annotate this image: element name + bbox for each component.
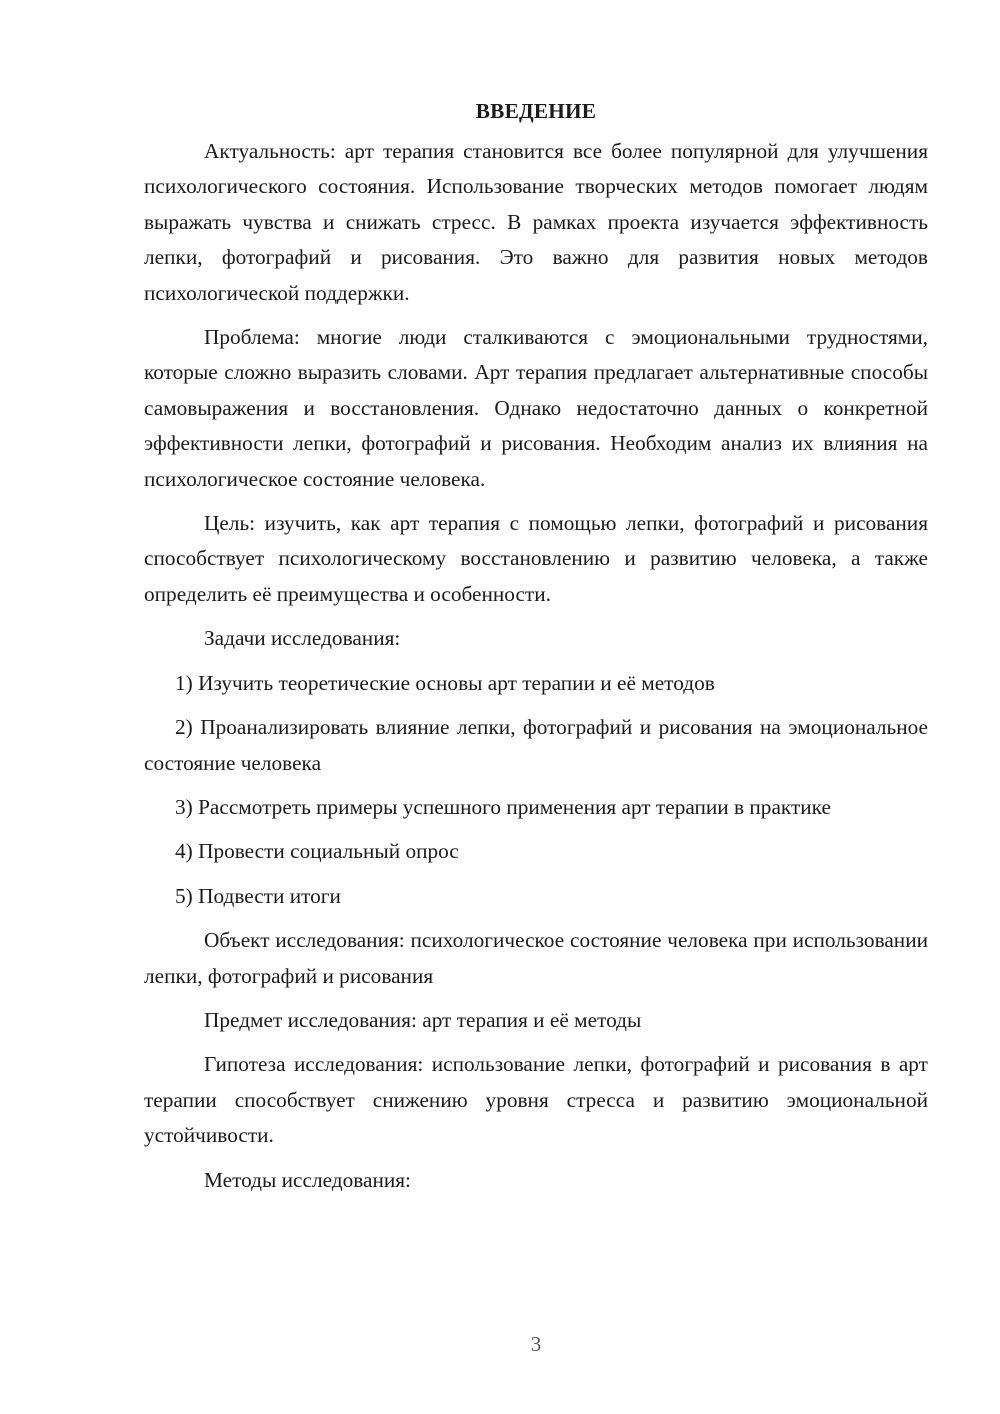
task-item-2: 2) Проанализировать влияние лепки, фотографий и рисования на эмоциональное состояние человека xyxy=(144,715,928,775)
object-paragraph: Объект исследования: психологическое состояние человека при использовании лепки, фотографий и рисования xyxy=(144,928,928,988)
page-number: 3 xyxy=(530,1332,542,1356)
task-item-1: 1) Изучить теоретические основы арт терапии и её методов xyxy=(175,670,715,695)
goal-paragraph: Цель: изучить, как арт терапия с помощью лепки, фотографий и рисования способствует психологическому восстановлению и развитию человека, а также определить её преимущества и особенности. xyxy=(144,511,928,606)
relevance-paragraph: Актуальность: арт терапия становится все более популярной для улучшения психологического состояния. Использование творческих методов помогает людям выражать чувства и снижать стресс. В рамках проекта изучается эффективность лепки, фотографий и рисования. Это важно для развития новых методов психологической поддержки. xyxy=(144,139,928,305)
methods-paragraph: Методы исследования: xyxy=(204,1167,411,1192)
hypothesis-paragraph: Гипотеза исследования: использование лепки, фотографий и рисования в арт терапии способствует снижению уровня стресса и развитию эмоциональной устойчивости. xyxy=(144,1052,928,1148)
page-content xyxy=(144,96,928,1207)
problem-paragraph: Проблема: многие люди сталкиваются с эмоциональными трудностями, которые сложно выразить словами. Арт терапия предлагает альтернативные способы самовыражения и восстановления. Однако недостаточно данных о конкретной эффективности лепки, фотографий и рисования. Необходим анализ их влияния на психологическое состояние человека. xyxy=(144,325,928,491)
section-heading: ВВЕДЕНИЕ xyxy=(475,99,597,123)
task-item-5: 5) Подвести итоги xyxy=(175,883,341,908)
subject-paragraph: Предмет исследования: арт терапия и её методы xyxy=(204,1007,642,1032)
tasks-heading: Задачи исследования: xyxy=(204,626,401,651)
task-item-4: 4) Провести социальный опрос xyxy=(175,839,459,864)
task-item-3: 3) Рассмотреть примеры успешного применения арт терапии в практике xyxy=(175,794,831,819)
